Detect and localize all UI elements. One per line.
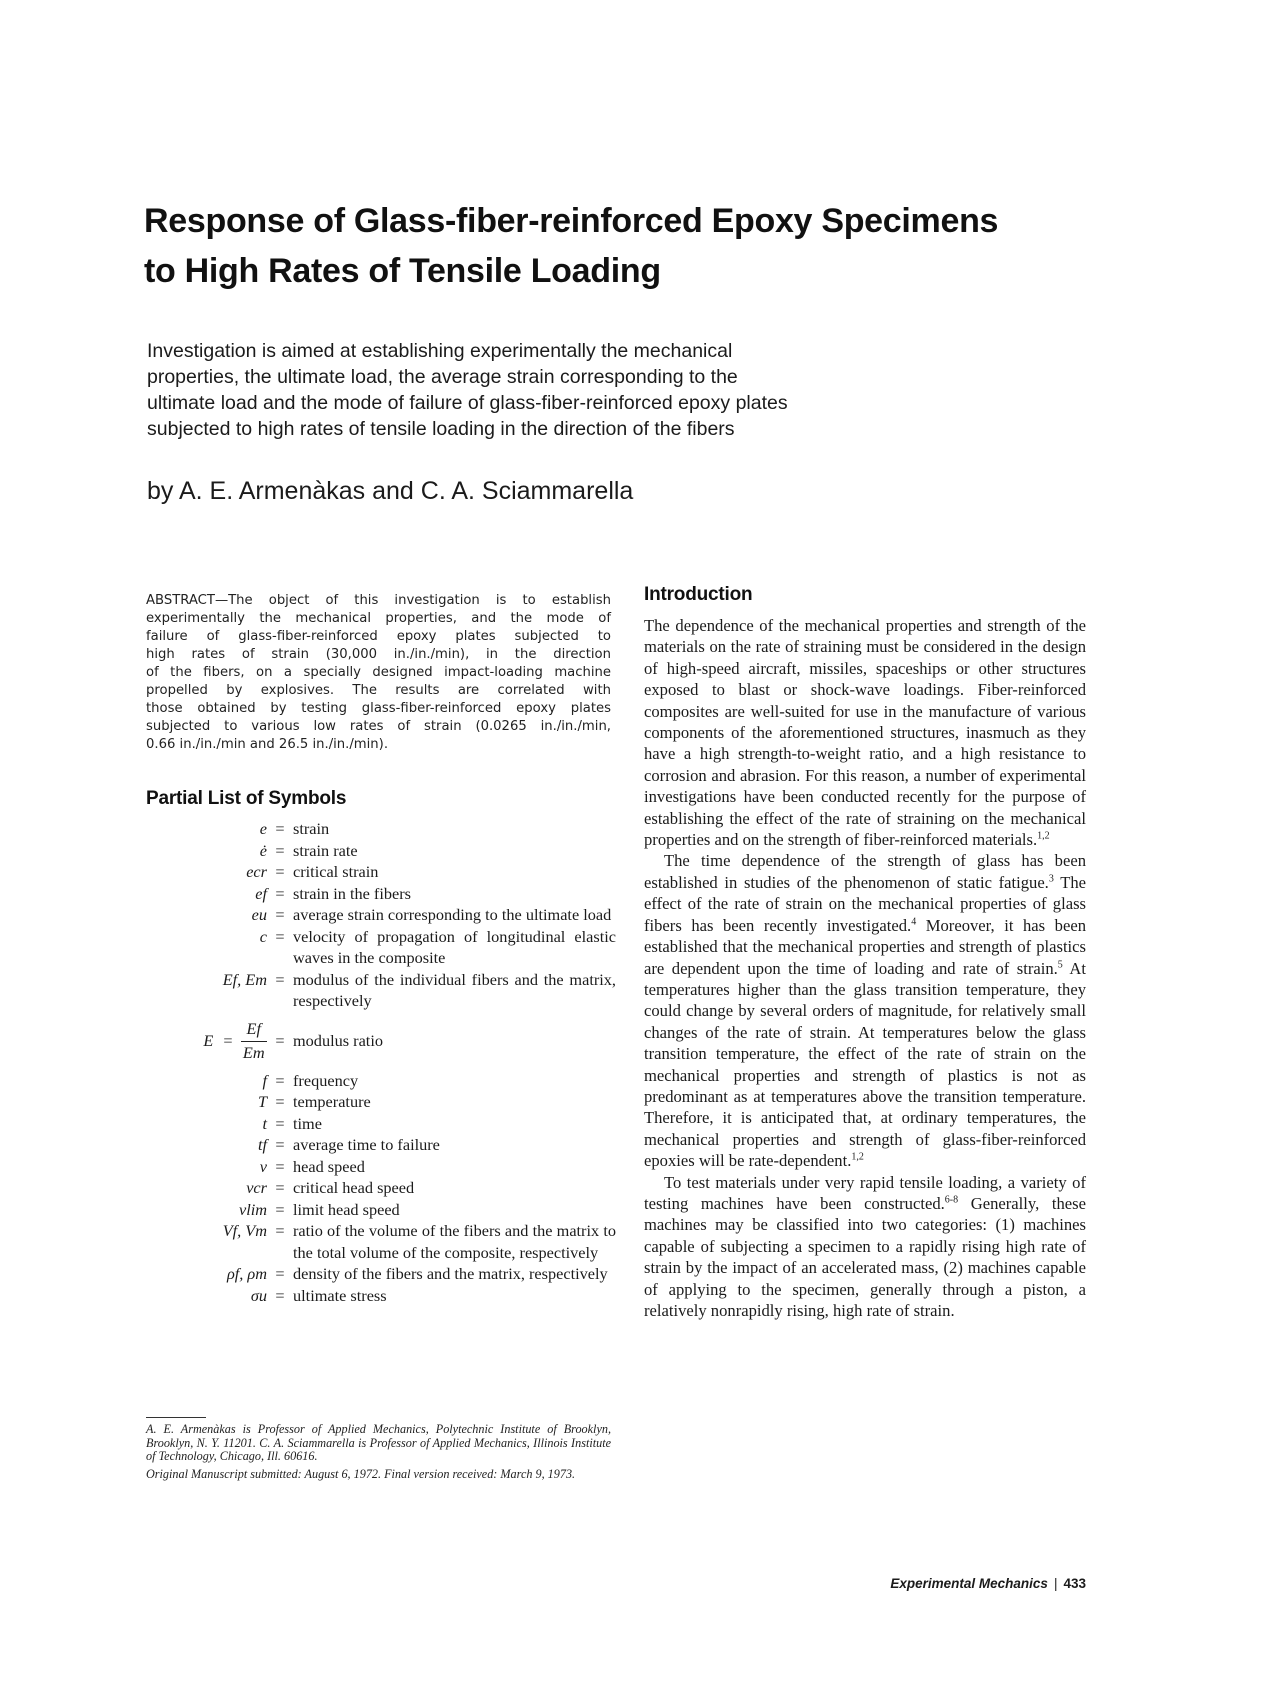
reference-marker: 1,2 xyxy=(1037,830,1050,842)
symbol-description: strain rate xyxy=(293,840,358,860)
symbol-row xyxy=(146,1091,616,1113)
article-subtitle xyxy=(147,338,907,442)
paragraph-text: The dependence of the mechanical properties and strength of the materials on the rate of straining must be considered in the design of high-speed aircraft, missiles, spaceships or other structures exposed to blast or shock-wave loadings. Fiber-reinforced composites are well-suited for use in the manufacture of various components of the aforementioned structures, inasmuch as they have a high strength-to-weight ratio, and a high resistance to corrosion and abrasion. For this reason, a number of experimental investigations have been conducted recently for the purpose of establishing the effect of the rate of straining on the mechanical properties and on the strength of fiber-reinforced materials. xyxy=(644,616,1086,850)
symbol-equals: = xyxy=(275,883,285,903)
ratio-description: modulus ratio xyxy=(293,1030,383,1050)
symbol-equals: = xyxy=(275,905,285,924)
paragraph-text: At temperatures higher than the glass transition temperature, they could change by several orders of magnitude, for relatively small changes of the rate of strain. At temperatures below the glass transition temperature, the effect of the rate of strain on the mechanical properties and strength of plastics is not as predominant as at temperatures above the transition temperature. Therefore, it is anticipated that, at ordinary temperatures, the mechanical properties and strength of glass-fiber-reinforced epoxies will be rate-dependent. xyxy=(644,958,1086,1171)
symbol-equals: = xyxy=(275,1285,285,1305)
reference-marker: 4 xyxy=(911,916,917,928)
symbol-row xyxy=(146,1156,616,1178)
symbol-equals: = xyxy=(275,862,285,881)
symbol-equals: = xyxy=(275,969,285,989)
footnote-rule xyxy=(146,1417,206,1418)
reference-marker: 1,2 xyxy=(851,1151,864,1163)
symbol-description: frequency xyxy=(293,1070,359,1090)
symbols-group xyxy=(146,818,616,1012)
symbol-description: strain in the fibers xyxy=(293,883,412,903)
symbol-name: t xyxy=(262,1113,267,1133)
footer-separator: | xyxy=(1053,1576,1058,1591)
journal-name: Experimental Mechanics xyxy=(890,1576,1048,1591)
author-byline: by A. E. Armenàkas and C. A. Sciammarella xyxy=(147,477,634,505)
abstract xyxy=(146,592,611,754)
symbol-row xyxy=(146,926,616,969)
symbol-description: head speed xyxy=(293,1156,365,1176)
intro-paragraph-1 xyxy=(644,615,1086,850)
symbol-row xyxy=(146,1070,616,1092)
symbol-row xyxy=(146,1263,616,1285)
symbol-equals: = xyxy=(275,926,285,946)
symbol-row xyxy=(146,883,616,905)
symbol-description: time xyxy=(293,1113,322,1133)
symbol-name: vcr xyxy=(246,1178,267,1197)
symbol-description: strain xyxy=(293,819,330,838)
symbol-description: critical head speed xyxy=(293,1178,415,1197)
symbol-equals: = xyxy=(275,1264,285,1283)
symbol-equals: = xyxy=(275,1199,285,1219)
symbol-row xyxy=(146,1199,616,1221)
symbol-name: Ef, Em xyxy=(222,969,267,989)
subtitle-line: properties, the ultimate load, the average strain corresponding to the xyxy=(147,366,738,388)
intro-paragraph-2 xyxy=(644,850,1086,1171)
symbol-name: σu xyxy=(250,1285,267,1305)
intro-paragraph-3 xyxy=(644,1172,1086,1322)
symbol-row xyxy=(146,840,616,862)
paragraph-text: To test materials under very rapid tensile loading, a variety of testing machines have been constructed. xyxy=(644,1172,1086,1213)
ratio-numerator: Ef xyxy=(241,1018,267,1042)
abstract-line: failure of glass-fiber-reinforced epoxy plates subjected to xyxy=(146,629,611,644)
symbol-description: ultimate stress xyxy=(293,1285,387,1305)
paragraph-text: Generally, these machines may be classified into two categories: (1) machines capable of subjecting a specimen to a rapidly rising high rate of strain by the impact of an accelerated mass, (2) machines capable of applying to the specimen, generally through a piston, a relatively nonrapidly rising, high rate of strain. xyxy=(644,1193,1086,1320)
symbols-group xyxy=(146,1070,616,1307)
symbol-row xyxy=(146,818,616,840)
symbol-row xyxy=(146,1285,616,1307)
symbol-row xyxy=(146,1134,616,1156)
reference-marker: 6-8 xyxy=(944,1194,959,1206)
symbol-name: Vf, Vm xyxy=(222,1221,267,1240)
symbol-name: ecr xyxy=(246,862,267,881)
symbol-description: critical strain xyxy=(293,862,379,881)
page-number: 433 xyxy=(1063,1576,1086,1591)
abstract-line: of the fibers, on a specially designed impact-loading machine xyxy=(146,665,611,680)
symbol-name: T xyxy=(257,1092,267,1111)
footnotes xyxy=(146,1423,611,1485)
title-line-1: Response of Glass-fiber-reinforced Epoxy Specimens xyxy=(144,202,999,240)
symbol-equals: = xyxy=(275,1156,285,1176)
abstract-line: propelled by explosives. The results are correlated with xyxy=(146,683,611,698)
subtitle-line: subjected to high rates of tensile loading in the direction of the fibers xyxy=(147,418,735,440)
symbol-description: temperature xyxy=(293,1092,371,1111)
symbol-row xyxy=(146,1220,616,1263)
symbol-description: average strain corresponding to the ultimate load xyxy=(293,905,612,924)
symbol-name: eu xyxy=(251,905,267,924)
symbol-equals: = xyxy=(275,819,285,838)
symbol-equals: = xyxy=(275,840,285,860)
symbol-row xyxy=(146,969,616,1012)
symbol-name: ef xyxy=(255,883,267,903)
symbol-name: vlim xyxy=(238,1199,267,1219)
symbol-row xyxy=(146,861,616,883)
symbol-equals: = xyxy=(275,1178,285,1197)
abstract-line: those obtained by testing glass-fiber-reinforced epoxy plates xyxy=(146,701,611,716)
ratio-lhs xyxy=(146,1018,271,1064)
symbol-name: tf xyxy=(257,1135,267,1154)
symbol-name: e xyxy=(259,819,267,838)
symbol-row xyxy=(146,1113,616,1135)
manuscript-footnote: Original Manuscript submitted: August 6, 1972. Final version received: March 9, 1973. xyxy=(146,1466,576,1481)
ratio-symbol: E xyxy=(203,1030,214,1050)
abstract-line: ABSTRACT—The object of this investigation is to establish xyxy=(146,593,611,608)
paragraph-text: The effect of the rate of strain on the mechanical properties of glass fibers has been recently investigated. xyxy=(644,872,1086,935)
symbol-name: ė xyxy=(259,840,267,860)
symbol-row xyxy=(146,1177,616,1199)
symbols-heading: Partial List of Symbols xyxy=(146,788,347,809)
symbol-description: velocity of propagation of longitudinal elastic waves in the composite xyxy=(293,926,616,967)
paragraph-text: The time dependence of the strength of glass has been established in studies of the phenomenon of static fatigue. xyxy=(644,851,1086,892)
abstract-line: 0.66 in./in./min and 26.5 in./in./min). xyxy=(146,737,389,752)
symbol-name: c xyxy=(259,926,267,946)
ratio-denominator: Em xyxy=(242,1042,265,1062)
symbol-description: modulus of the individual fibers and the matrix, respectively xyxy=(293,969,616,1010)
symbol-equals: = xyxy=(275,1135,285,1154)
symbol-description: limit head speed xyxy=(293,1199,400,1219)
reference-marker: 3 xyxy=(1048,873,1054,885)
ratio-equals: = xyxy=(275,1030,285,1050)
symbols-list xyxy=(146,818,616,1306)
symbol-equals: = xyxy=(275,1221,285,1240)
modulus-ratio-row xyxy=(146,1012,616,1070)
affiliation-footnote: A. E. Armenàkas is Professor of Applied Mechanics, Polytechnic Institute of Brooklyn, Brooklyn, N. Y. 11201. C. A. Sciammarella is Professor of Applied Mechanics, Illinois Institute of Technology, Chicago, Ill. 60616. xyxy=(146,1422,611,1463)
symbol-description: ratio of the volume of the fibers and the matrix to the total volume of the composite, respectively xyxy=(293,1221,616,1262)
page-footer xyxy=(860,1576,1086,1591)
symbol-row xyxy=(146,904,616,926)
abstract-line: subjected to various low rates of strain (0.0265 in./in./min, xyxy=(146,719,611,734)
introduction-heading: Introduction xyxy=(644,584,753,605)
subtitle-line: ultimate load and the mode of failure of glass-fiber-reinforced epoxy plates xyxy=(147,392,788,414)
symbol-description: average time to failure xyxy=(293,1135,440,1154)
introduction-body xyxy=(644,615,1086,1321)
ratio-equals: = xyxy=(223,1030,233,1050)
article-title xyxy=(144,196,1044,296)
symbol-name: ρf, ρm xyxy=(226,1264,267,1283)
symbol-equals: = xyxy=(275,1070,285,1090)
subtitle-line: Investigation is aimed at establishing experimentally the mechanical xyxy=(147,340,733,362)
paragraph-text: Moreover, it has been established that the mechanical properties and strength of plastics are dependent upon the time of loading and rate of strain. xyxy=(644,915,1086,978)
symbol-description: density of the fibers and the matrix, respectively xyxy=(293,1264,608,1283)
ratio-fraction xyxy=(241,1018,267,1064)
symbol-equals: = xyxy=(275,1092,285,1111)
symbol-name: f xyxy=(262,1070,267,1090)
abstract-line: high rates of strain (30,000 in./in./min), in the direction xyxy=(146,647,611,662)
abstract-line: experimentally the mechanical properties, and the mode of xyxy=(146,611,611,626)
title-line-2: to High Rates of Tensile Loading xyxy=(144,252,661,290)
symbol-name: v xyxy=(259,1156,267,1176)
reference-marker: 5 xyxy=(1057,958,1063,970)
symbol-equals: = xyxy=(275,1113,285,1133)
